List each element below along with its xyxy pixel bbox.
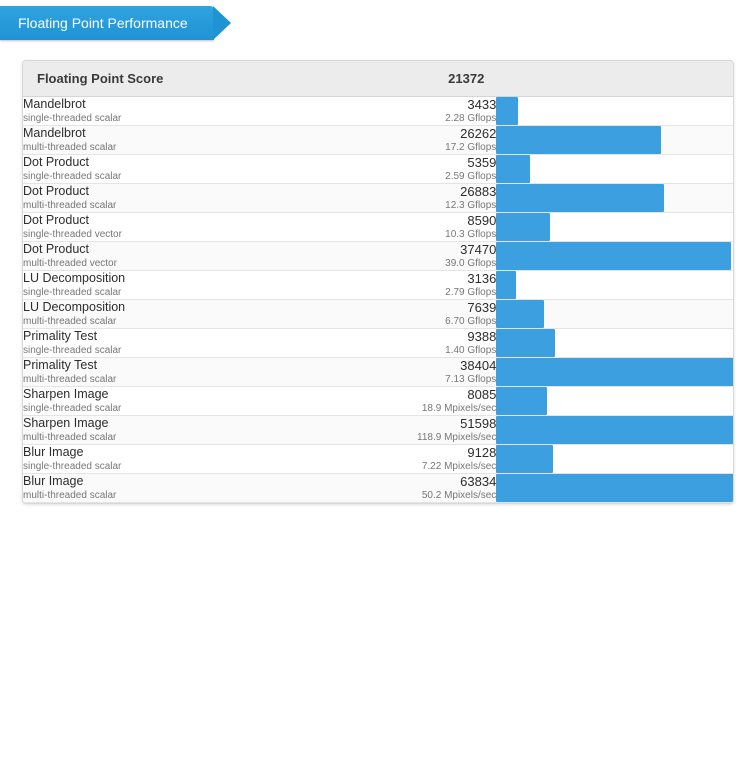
benchmark-score: 63834 — [460, 474, 497, 489]
row-score-cell — [260, 271, 497, 300]
table-row — [23, 271, 733, 300]
benchmark-rate: 2.79 Gflops — [445, 287, 497, 298]
benchmark-name: Dot Product — [23, 213, 90, 227]
benchmark-variant: single-threaded scalar — [23, 287, 122, 298]
row-bar-cell — [496, 271, 733, 300]
table-row — [23, 387, 733, 416]
bar-fill — [496, 300, 544, 328]
table-row — [23, 358, 733, 387]
bar-track — [496, 358, 733, 386]
table-header-row — [23, 61, 733, 97]
benchmark-name: Sharpen Image — [23, 387, 109, 401]
table-row — [23, 155, 733, 184]
row-bar-cell — [496, 474, 733, 503]
row-name-cell — [23, 474, 260, 503]
bar-fill — [496, 97, 518, 125]
benchmark-table-body — [23, 61, 733, 503]
bar-track — [496, 416, 733, 444]
benchmark-name: Dot Product — [23, 242, 90, 256]
bar-track — [496, 474, 733, 502]
header-spacer — [496, 61, 733, 97]
benchmark-name: Sharpen Image — [23, 416, 109, 430]
row-name-cell — [23, 126, 260, 155]
row-score-cell — [260, 126, 497, 155]
benchmark-rate: 6.70 Gflops — [445, 316, 497, 327]
benchmark-name: Dot Product — [23, 184, 90, 198]
benchmark-variant: multi-threaded vector — [23, 258, 117, 269]
benchmark-rate: 1.40 Gflops — [445, 345, 497, 356]
row-name-cell — [23, 184, 260, 213]
bar-track — [496, 213, 733, 241]
bar-track — [496, 242, 733, 270]
benchmark-rate: 12.3 Gflops — [445, 200, 497, 211]
bar-fill — [496, 213, 550, 241]
benchmark-card — [22, 60, 734, 504]
benchmark-score: 37470 — [460, 242, 497, 257]
row-bar-cell — [496, 416, 733, 445]
benchmark-rate: 10.3 Gflops — [445, 229, 497, 240]
table-row — [23, 416, 733, 445]
bar-fill — [496, 416, 734, 444]
table-row — [23, 329, 733, 358]
row-score-cell — [260, 387, 497, 416]
row-score-cell — [260, 155, 497, 184]
benchmark-variant: single-threaded scalar — [23, 403, 122, 414]
benchmark-name: Dot Product — [23, 155, 90, 169]
row-score-cell — [260, 184, 497, 213]
bar-track — [496, 300, 733, 328]
benchmark-score: 8085 — [467, 387, 497, 402]
row-score-cell — [260, 329, 497, 358]
table-row — [23, 242, 733, 271]
bar-fill — [496, 155, 530, 183]
benchmark-rate: 118.9 Mpixels/sec — [417, 432, 497, 443]
row-score-cell — [260, 474, 497, 503]
benchmark-variant: single-threaded scalar — [23, 345, 122, 356]
benchmark-score: 51598 — [460, 416, 497, 431]
row-name-cell — [23, 445, 260, 474]
benchmark-score: 38404 — [460, 358, 497, 373]
benchmark-variant: multi-threaded scalar — [23, 432, 117, 443]
benchmark-variant: multi-threaded scalar — [23, 200, 117, 211]
benchmark-score: 7639 — [467, 300, 497, 315]
bar-track — [496, 97, 733, 125]
benchmark-score: 3136 — [467, 271, 497, 286]
benchmark-rate: 39.0 Gflops — [445, 258, 497, 269]
bar-track — [496, 271, 733, 299]
row-name-cell — [23, 358, 260, 387]
row-name-cell — [23, 329, 260, 358]
row-bar-cell — [496, 387, 733, 416]
row-score-cell — [260, 242, 497, 271]
row-bar-cell — [496, 358, 733, 387]
row-score-cell — [260, 416, 497, 445]
benchmark-name: LU Decomposition — [23, 300, 126, 314]
benchmark-name: Primality Test — [23, 358, 98, 372]
row-bar-cell — [496, 126, 733, 155]
tab-floating-point-performance[interactable] — [0, 6, 214, 40]
bar-fill — [496, 474, 734, 502]
benchmark-name: Primality Test — [23, 329, 98, 343]
bar-fill — [496, 184, 664, 212]
table-row — [23, 445, 733, 474]
benchmark-name: Mandelbrot — [23, 97, 86, 111]
bar-track — [496, 329, 733, 357]
benchmark-variant: multi-threaded scalar — [23, 316, 117, 327]
row-name-cell — [23, 416, 260, 445]
row-score-cell — [260, 445, 497, 474]
benchmark-variant: single-threaded scalar — [23, 113, 122, 124]
bar-track — [496, 184, 733, 212]
bar-fill — [496, 271, 516, 299]
benchmark-rate: 7.22 Mpixels/sec — [421, 461, 497, 472]
benchmark-rate: 7.13 Gflops — [445, 374, 497, 385]
bar-track — [496, 155, 733, 183]
bar-fill — [496, 126, 661, 154]
table-row — [23, 97, 733, 126]
row-bar-cell — [496, 329, 733, 358]
benchmark-variant: multi-threaded scalar — [23, 490, 117, 501]
section-tab[interactable] — [0, 6, 214, 46]
row-bar-cell — [496, 242, 733, 271]
benchmark-score: 5359 — [467, 155, 497, 170]
benchmark-score: 8590 — [467, 213, 497, 228]
header-score: 21372 — [448, 71, 485, 86]
benchmark-score: 26883 — [460, 184, 497, 199]
table-row — [23, 213, 733, 242]
benchmark-name: LU Decomposition — [23, 271, 126, 285]
table-row — [23, 474, 733, 503]
table-row — [23, 126, 733, 155]
benchmark-name: Blur Image — [23, 445, 84, 459]
tab-label: Floating Point Performance — [18, 15, 188, 31]
bar-fill — [496, 387, 547, 415]
table-row — [23, 300, 733, 329]
row-name-cell — [23, 271, 260, 300]
benchmark-variant: single-threaded scalar — [23, 171, 122, 182]
benchmark-rate: 2.59 Gflops — [445, 171, 497, 182]
bar-fill — [496, 242, 731, 270]
row-score-cell — [260, 213, 497, 242]
benchmark-name: Mandelbrot — [23, 126, 86, 140]
row-bar-cell — [496, 184, 733, 213]
row-name-cell — [23, 300, 260, 329]
bar-fill — [496, 445, 553, 473]
row-bar-cell — [496, 445, 733, 474]
benchmark-rate: 17.2 Gflops — [445, 142, 497, 153]
row-bar-cell — [496, 300, 733, 329]
benchmark-score: 9128 — [467, 445, 497, 460]
bar-track — [496, 387, 733, 415]
bar-track — [496, 126, 733, 154]
benchmark-table — [23, 61, 733, 503]
benchmark-score: 26262 — [460, 126, 497, 141]
bar-fill — [496, 358, 734, 386]
benchmark-name: Blur Image — [23, 474, 84, 488]
row-name-cell — [23, 387, 260, 416]
row-name-cell — [23, 97, 260, 126]
benchmark-rate: 2.28 Gflops — [445, 113, 497, 124]
benchmark-rate: 18.9 Mpixels/sec — [421, 403, 497, 414]
row-name-cell — [23, 155, 260, 184]
row-bar-cell — [496, 213, 733, 242]
row-score-cell — [260, 358, 497, 387]
table-row — [23, 184, 733, 213]
benchmark-variant: single-threaded vector — [23, 229, 122, 240]
row-bar-cell — [496, 97, 733, 126]
row-name-cell — [23, 213, 260, 242]
row-name-cell — [23, 242, 260, 271]
benchmark-variant: multi-threaded scalar — [23, 142, 117, 153]
row-score-cell — [260, 97, 497, 126]
benchmark-score: 3433 — [467, 97, 497, 112]
benchmark-variant: single-threaded scalar — [23, 461, 122, 472]
row-score-cell — [260, 300, 497, 329]
bar-fill — [496, 329, 555, 357]
benchmark-variant: multi-threaded scalar — [23, 374, 117, 385]
row-bar-cell — [496, 155, 733, 184]
bar-track — [496, 445, 733, 473]
benchmark-rate: 50.2 Mpixels/sec — [421, 490, 497, 501]
benchmark-score: 9388 — [467, 329, 497, 344]
header-label: Floating Point Score — [37, 71, 164, 86]
